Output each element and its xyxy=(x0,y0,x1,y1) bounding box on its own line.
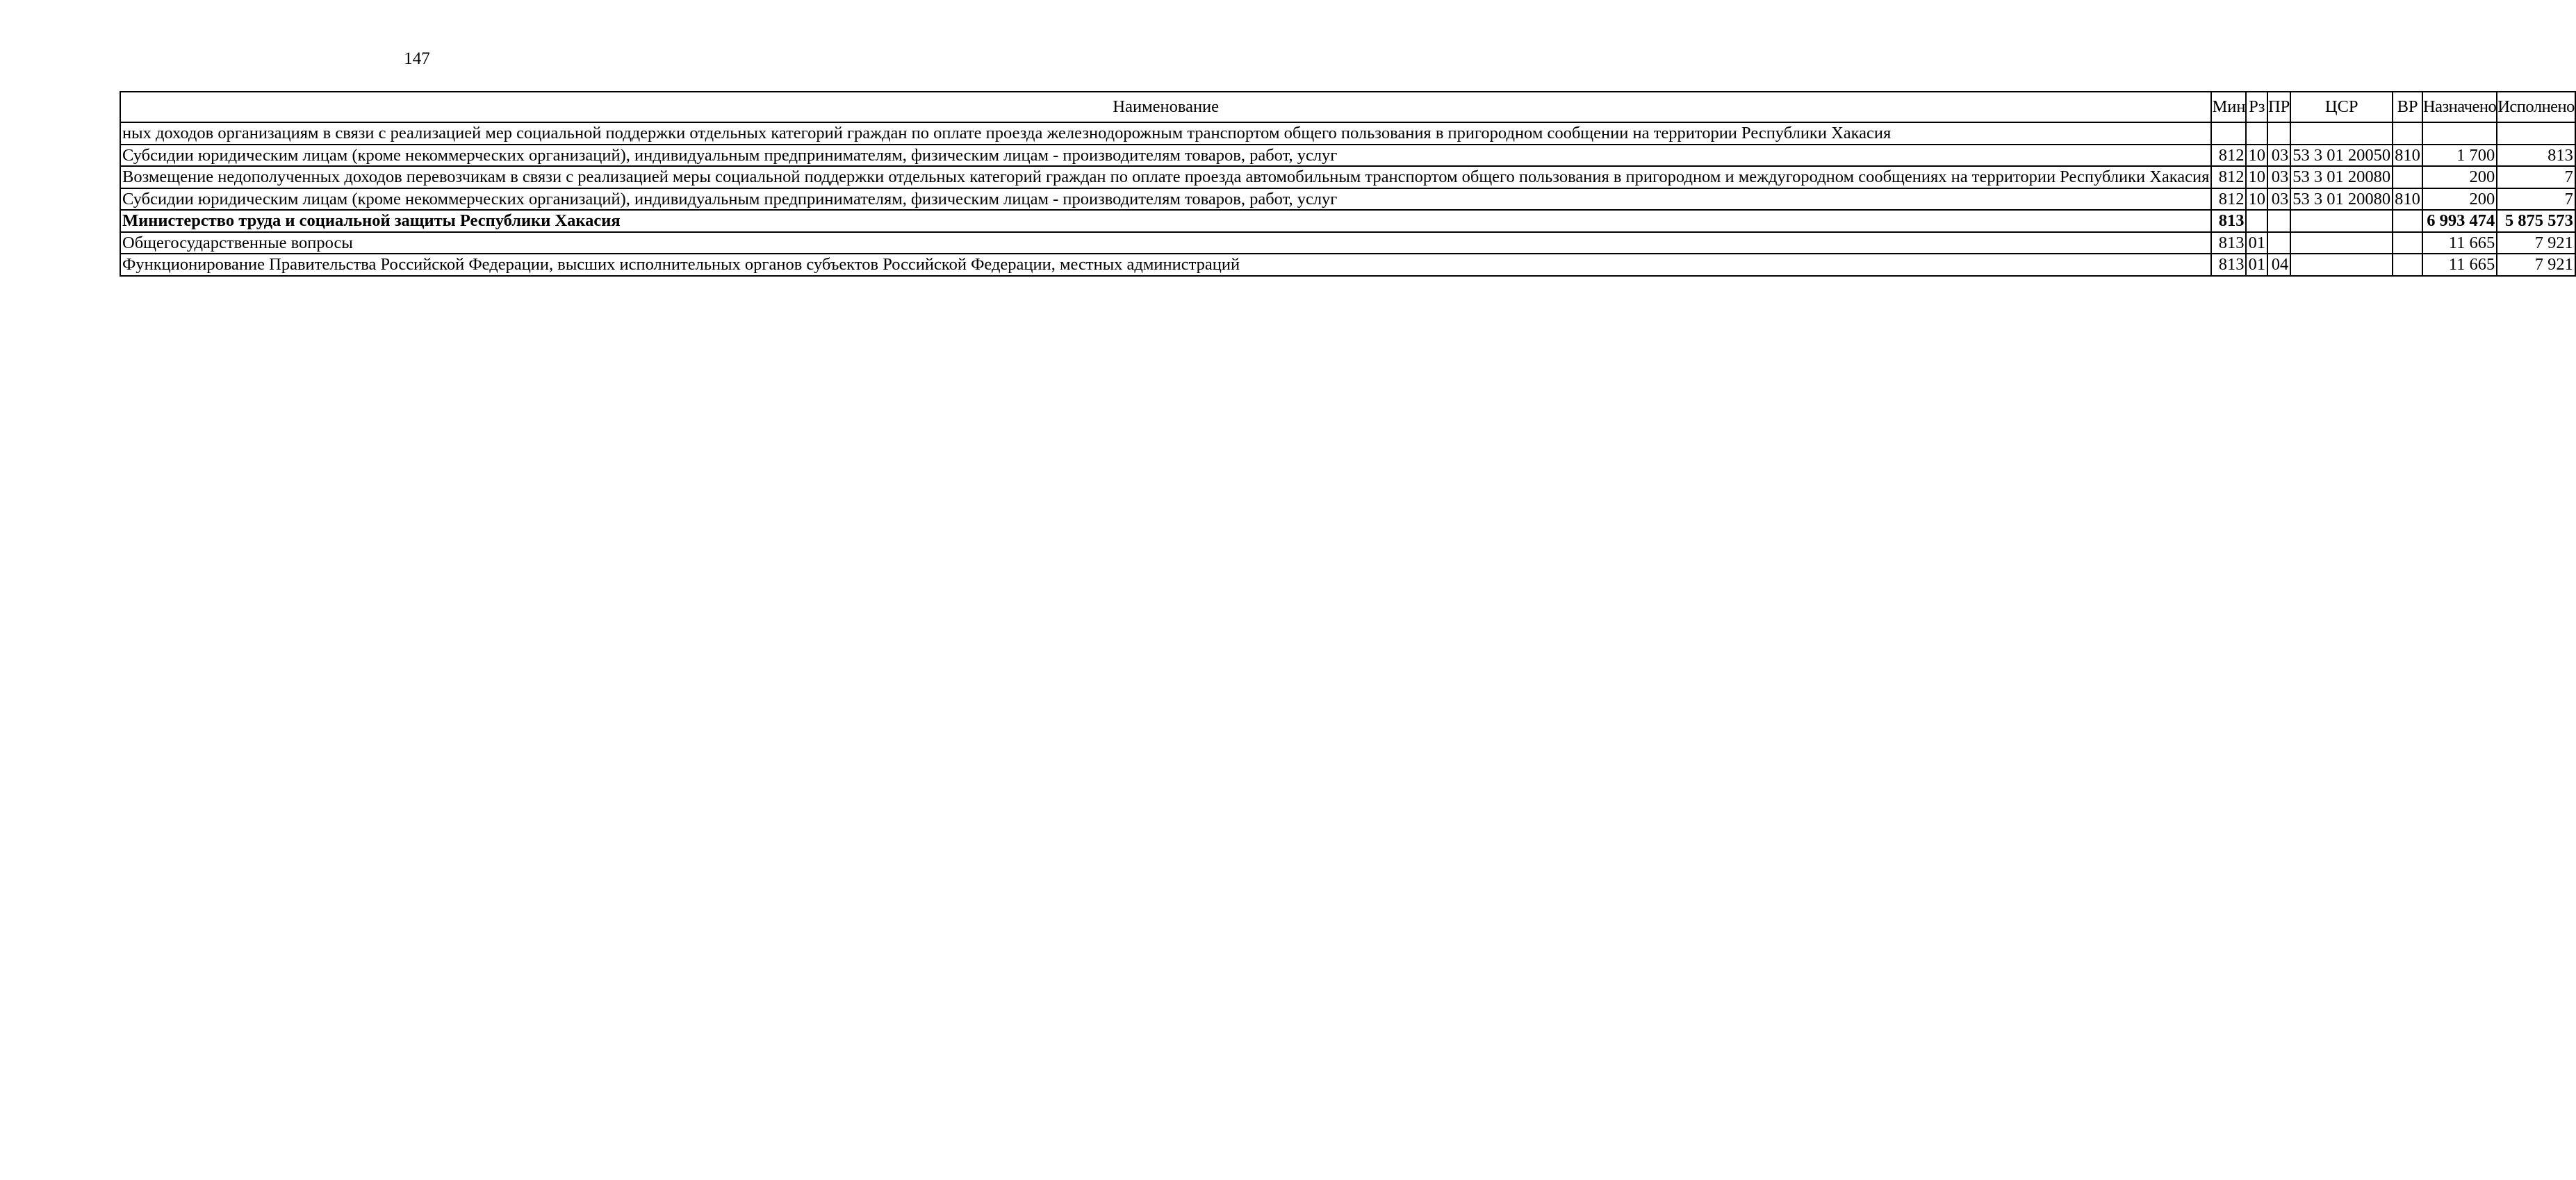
cell-executed: 7 xyxy=(2497,188,2575,211)
cell-rz: 10 xyxy=(2246,166,2267,188)
cell-name: Субсидии юридическим лицам (кроме некоммерческих организаций), индивидуальным предпринимателям, физическим лицам - производителям товаров, работ, услуг xyxy=(120,145,2211,167)
budget-table xyxy=(120,91,2576,277)
cell-csr: 53 3 01 20080 xyxy=(2290,188,2393,211)
cell-executed: 7 921 xyxy=(2497,254,2575,276)
header-min: Мин xyxy=(2211,92,2246,122)
header-name: Наименование xyxy=(120,92,2211,122)
cell-pr: 03 xyxy=(2267,166,2290,188)
cell-name: Возмещение недополученных доходов перевозчикам в связи с реализацией меры социальной поддержки отдельных категорий граждан по оплате проезда автомобильным транспортом общего пользования в пригородном и междугородном сообщениях на территории Республики Хакасия xyxy=(120,166,2211,188)
table-body xyxy=(120,122,2575,276)
cell-csr xyxy=(2290,232,2393,254)
cell-csr xyxy=(2290,254,2393,276)
cell-executed: 7 921 xyxy=(2497,232,2575,254)
cell-pr: 03 xyxy=(2267,188,2290,211)
cell-min: 813 xyxy=(2211,232,2246,254)
cell-rz: 01 xyxy=(2246,254,2267,276)
cell-vr xyxy=(2393,254,2422,276)
cell-name: Функционирование Правительства Российской Федерации, высших исполнительных органов субъектов Российской Федерации, местных администраций xyxy=(120,254,2211,276)
table-row xyxy=(120,188,2575,211)
cell-name: ных доходов организациям в связи с реализацией мер социальной поддержки отдельных категорий граждан по оплате проезда железнодорожным транспортом общего пользования в пригородном сообщении на территории Республики Хакасия xyxy=(120,122,2211,145)
cell-vr xyxy=(2393,122,2422,145)
cell-vr xyxy=(2393,232,2422,254)
cell-rz xyxy=(2246,210,2267,232)
cell-csr xyxy=(2290,210,2393,232)
cell-min: 812 xyxy=(2211,188,2246,211)
table-row xyxy=(120,166,2575,188)
cell-name: Министерство труда и социальной защиты Республики Хакасия xyxy=(120,210,2211,232)
header-pr: ПР xyxy=(2267,92,2290,122)
cell-pr xyxy=(2267,232,2290,254)
header-csr: ЦСР xyxy=(2290,92,2393,122)
cell-pr: 03 xyxy=(2267,145,2290,167)
cell-pr: 04 xyxy=(2267,254,2290,276)
header-rz: Рз xyxy=(2246,92,2267,122)
header-planned: Назначено xyxy=(2422,92,2497,122)
cell-vr: 810 xyxy=(2393,145,2422,167)
cell-min: 812 xyxy=(2211,145,2246,167)
cell-executed: 7 xyxy=(2497,166,2575,188)
cell-executed xyxy=(2497,122,2575,145)
table-row xyxy=(120,145,2575,167)
cell-planned: 200 xyxy=(2422,166,2497,188)
cell-csr: 53 3 01 20050 xyxy=(2290,145,2393,167)
cell-planned: 6 993 474 xyxy=(2422,210,2497,232)
cell-vr: 810 xyxy=(2393,188,2422,211)
table-header-row xyxy=(120,92,2575,122)
page-number: 147 xyxy=(404,49,430,68)
table-row xyxy=(120,122,2575,145)
cell-name: Общегосударственные вопросы xyxy=(120,232,2211,254)
header-vr: ВР xyxy=(2393,92,2422,122)
cell-csr xyxy=(2290,122,2393,145)
cell-name: Субсидии юридическим лицам (кроме некоммерческих организаций), индивидуальным предпринимателям, физическим лицам - производителям товаров, работ, услуг xyxy=(120,188,2211,211)
cell-planned: 1 700 xyxy=(2422,145,2497,167)
cell-min xyxy=(2211,122,2246,145)
cell-vr xyxy=(2393,166,2422,188)
cell-rz: 01 xyxy=(2246,232,2267,254)
cell-vr xyxy=(2393,210,2422,232)
cell-min: 813 xyxy=(2211,210,2246,232)
cell-csr: 53 3 01 20080 xyxy=(2290,166,2393,188)
cell-rz xyxy=(2246,122,2267,145)
cell-min: 813 xyxy=(2211,254,2246,276)
header-executed: Исполнено xyxy=(2497,92,2575,122)
cell-executed: 5 875 573 xyxy=(2497,210,2575,232)
table-row xyxy=(120,254,2575,276)
cell-pr xyxy=(2267,122,2290,145)
cell-min: 812 xyxy=(2211,166,2246,188)
cell-planned: 200 xyxy=(2422,188,2497,211)
table-row xyxy=(120,232,2575,254)
cell-planned: 11 665 xyxy=(2422,254,2497,276)
cell-rz: 10 xyxy=(2246,188,2267,211)
cell-executed: 813 xyxy=(2497,145,2575,167)
cell-planned: 11 665 xyxy=(2422,232,2497,254)
cell-planned xyxy=(2422,122,2497,145)
cell-pr xyxy=(2267,210,2290,232)
table-row xyxy=(120,210,2575,232)
cell-rz: 10 xyxy=(2246,145,2267,167)
